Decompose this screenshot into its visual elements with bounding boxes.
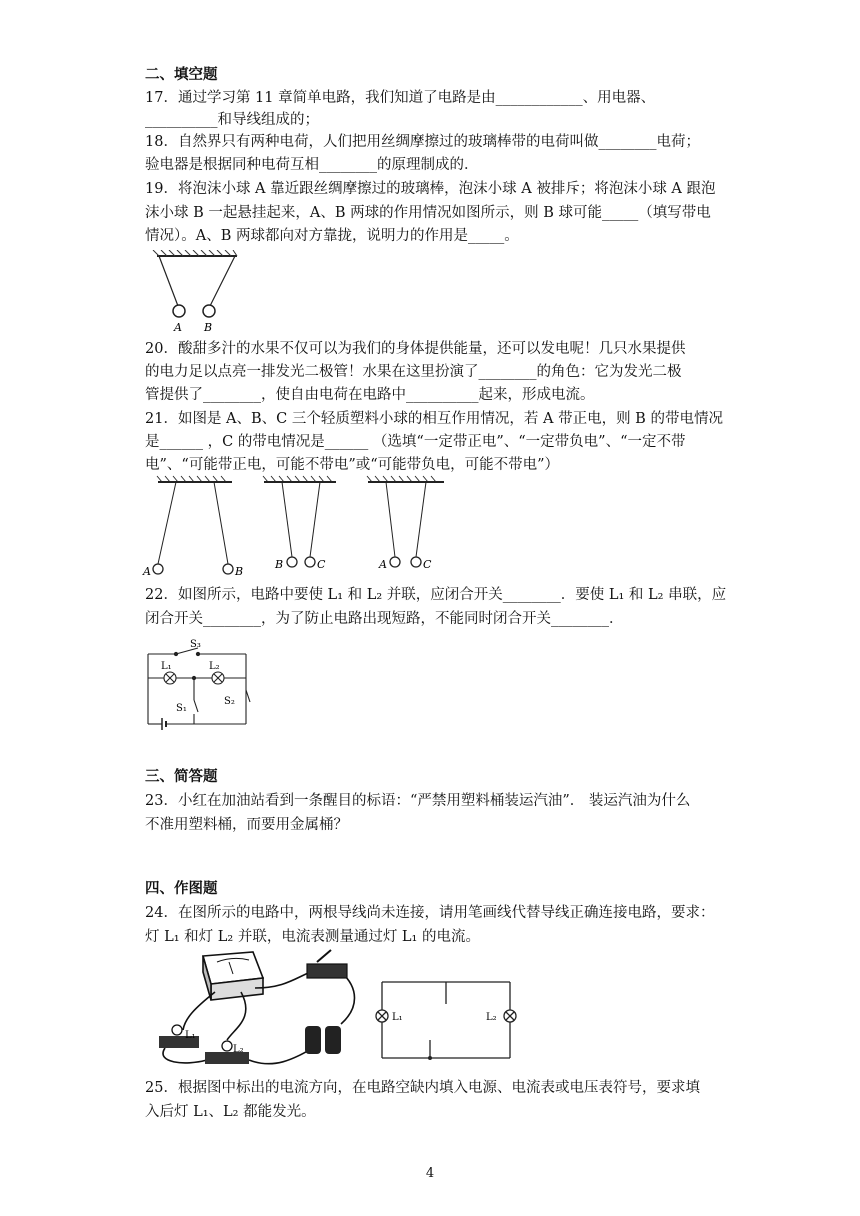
question-24-line-1: 24．在图所示的电路中，两根导线尚未连接，请用笔画线代替导线正确连接电路，要求：	[145, 905, 715, 921]
switch-s1-label: S₁	[176, 703, 187, 714]
pair1-ball-b-label: B	[235, 565, 244, 578]
question-21-line-2: 是______ ，C 的带电情况是______ （选填“一定带正电”、“一定带负电”、“一定不带	[145, 434, 686, 450]
switch-circuit-figure	[140, 638, 260, 730]
question-25-line-2: 入后灯 L₁、L₂ 都能发光。	[145, 1104, 316, 1120]
question-18-line-2: 验电器是根据同种电荷互相________的原理制成的．	[145, 157, 479, 173]
lamp-l1-label: L₁	[161, 661, 172, 672]
question-18-line-1: 18．自然界只有两种电荷，人们把用丝绸摩擦过的玻璃棒带的电荷叫做________电荷；	[145, 134, 700, 150]
question-17-line-1: 17．通过学习第 11 章简单电路，我们知道了电路是由____________、用电器、	[145, 90, 656, 106]
switch-s3-label: S₃	[190, 639, 201, 650]
question-19-line-1: 19．将泡沫小球 A 靠近跟丝绸摩擦过的玻璃棒，泡沫小球 A 被排斥；将泡沫小球 A 跟泡	[145, 181, 716, 197]
page-number: 4	[425, 1166, 435, 1181]
question-21-line-1: 21．如图是 A、B、C 三个轻质塑料小球的相互作用情况，若 A 带正电，则 B 的带电情况	[145, 411, 723, 427]
pair2-ball-b-label: B	[275, 558, 284, 571]
question-19-line-2: 沫小球 B 一起悬挂起来，A、B 两球的作用情况如图所示，则 B 球可能_____（填写带电	[145, 205, 711, 221]
question-19-line-3: 情况）。A、B 两球都向对方靠拢，说明力的作用是_____。	[145, 228, 519, 244]
three-ball-pairs-figure	[140, 474, 450, 584]
pair2-ball-c-label: C	[317, 558, 326, 571]
physical-circuit-figure	[145, 948, 365, 1070]
two-balls-figure	[145, 250, 245, 336]
section-heading-drawing: 四、作图题	[145, 881, 218, 897]
schematic-lamp-l2-label: L₂	[486, 1012, 497, 1023]
section-heading-short-answer: 三、简答题	[145, 769, 218, 785]
switch-s2-label: S₂	[224, 696, 235, 707]
schematic-lamp-l1-label: L₁	[392, 1012, 403, 1023]
question-21-line-3: 电”、“可能带正电，可能不带电”或“可能带负电，可能不带电”）	[145, 457, 560, 473]
question-22-line-2: 闭合开关________，为了防止电路出现短路，不能同时闭合开关________．	[145, 611, 624, 627]
ball-b-label: B	[204, 321, 213, 334]
question-22-line-1: 22．如图所示，电路中要使 L₁ 和 L₂ 并联，应闭合开关________．要使 L₁ 和 L₂ 串联，应	[145, 587, 727, 603]
pair3-ball-c-label: C	[423, 558, 432, 571]
question-20-line-2: 的电力足以点亮一排发光二极管！水果在这里扮演了________的角色：它为发光二极	[145, 364, 682, 380]
schematic-circuit-figure	[374, 970, 524, 1070]
question-23-line-1: 23．小红在加油站看到一条醒目的标语：“严禁用塑料桶装运汽油”． 装运汽油为什么	[145, 793, 691, 809]
pair3-ball-a-label: A	[379, 558, 387, 571]
question-25-line-1: 25．根据图中标出的电流方向，在电路空缺内填入电源、电流表或电压表符号，要求填	[145, 1080, 700, 1096]
section-heading-fill-blank: 二、填空题	[145, 67, 218, 83]
ball-a-label: A	[174, 321, 182, 334]
question-20-line-3: 管提供了________，使自由电荷在电路中__________起来，形成电流。	[145, 387, 595, 403]
question-24-line-2: 灯 L₁ 和灯 L₂ 并联，电流表测量通过灯 L₁ 的电流。	[145, 929, 480, 945]
question-17-line-2: __________和导线组成的；	[145, 112, 319, 128]
lamp-l2-label: L₂	[209, 661, 220, 672]
physical-lamp-l1-label: L₁	[185, 1030, 196, 1041]
question-20-line-1: 20．酸甜多汁的水果不仅可以为我们的身体提供能量，还可以发电呢！几只水果提供	[145, 341, 686, 357]
question-23-line-2: 不准用塑料桶，而要用金属桶？	[145, 817, 348, 833]
physical-lamp-l2-label: L₂	[233, 1044, 244, 1055]
pair1-ball-a-label: A	[143, 565, 151, 578]
